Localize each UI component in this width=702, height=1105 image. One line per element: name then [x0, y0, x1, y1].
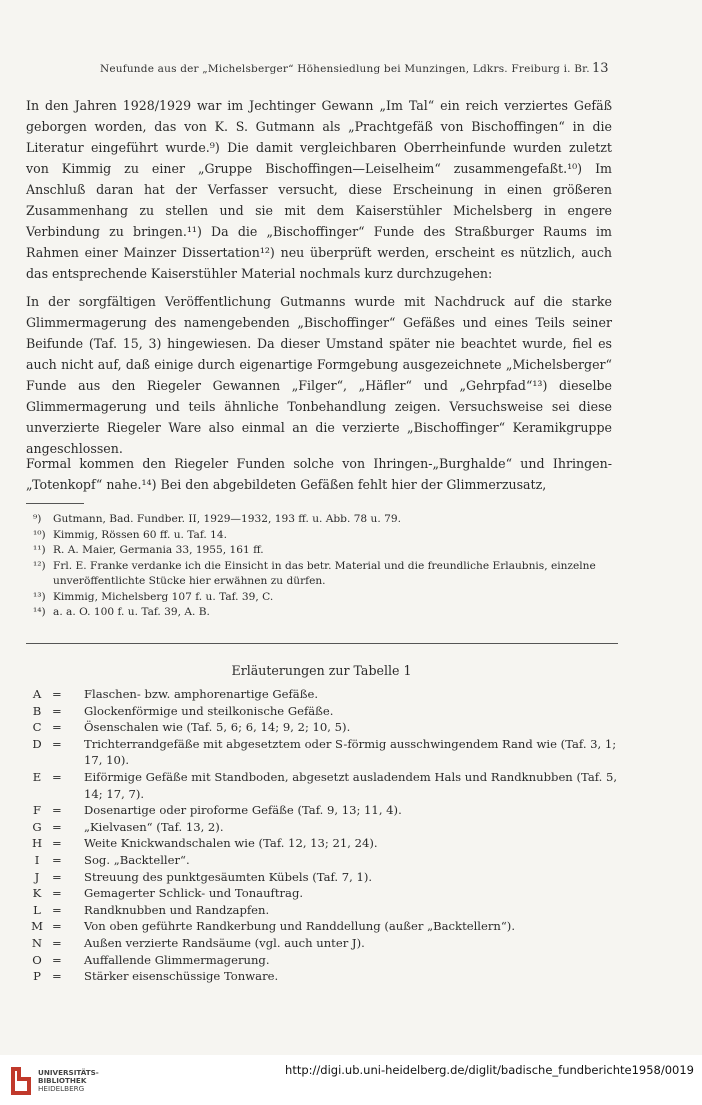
- legend-key: G: [32, 819, 42, 834]
- paragraph-text: In der sorgfältigen Veröffentlichung Gutmanns wurde mit Nachdruck auf die starke Glimmermagerung des namengebenden „Bischoffinger“ Gefäßes und eines Teils seiner Beifunde (Taf. 15, 3) hingewiesen. Da dieser Umstand später nie beachtet wurde, fiel es auch nicht auf, daß einige durch eigenartige Formgebung ausgezeichnete „Michelsberger“ Funde aus den Riegeler Gewannen „Filger“, „Häfler“ und „Gehrpfad“¹³) dieselbe Glimmermagerung und teils ähnliche Tonbehandlung zeigen. Versuchsweise sei diese unverzierte Riegeler Ware also einmal an die verzierte „Bischoffinger“ Keramikgruppe angeschlossen.: [26, 294, 612, 456]
- legend-item: [30, 703, 620, 720]
- footnote: [33, 543, 613, 559]
- equals-sign: =: [52, 935, 62, 950]
- page-number: 13: [592, 61, 609, 76]
- legend-text: Gemagerter Schlick- und Tonauftrag.: [84, 886, 304, 901]
- legend-key: B: [32, 703, 42, 718]
- footnote: [33, 590, 613, 606]
- legend-item: [30, 918, 620, 935]
- legend-item: [30, 819, 620, 836]
- legend-key: I: [34, 852, 40, 867]
- library-city: HEIDELBERG: [38, 1084, 85, 1093]
- legend-key: D: [32, 736, 42, 751]
- footnote: [33, 512, 613, 528]
- legend-item: [30, 935, 620, 952]
- legend-key: P: [33, 969, 41, 984]
- footnote-mark: ¹¹): [33, 544, 46, 556]
- equals-sign: =: [52, 736, 62, 751]
- legend-item: [30, 869, 620, 886]
- legend-list: [30, 686, 620, 985]
- legend-key: F: [32, 803, 42, 818]
- footnote-text: Kimmig, Michelsberg 107 f. u. Taf. 39, C.: [53, 590, 274, 603]
- university-logo-icon[interactable]: [7, 1063, 35, 1099]
- footnote: [33, 528, 613, 544]
- legend-text: Von oben geführte Randkerbung und Randdellung (außer „Backtellern“).: [84, 919, 516, 934]
- equals-sign: =: [52, 687, 62, 701]
- equals-sign: =: [52, 769, 62, 784]
- legend-text: Sog. „Backteller“.: [84, 852, 190, 867]
- library-line: UNIVERSITÄTS-: [38, 1068, 99, 1077]
- legend-text: Weite Knickwandschalen wie (Taf. 12, 13; 21, 24).: [84, 836, 378, 851]
- legend-key: C: [32, 720, 42, 735]
- legend-text: Stärker eisenschüssige Tonware.: [84, 969, 279, 984]
- equals-sign: =: [52, 919, 62, 934]
- legend-text: Flaschen- bzw. amphorenartige Gefäße.: [84, 687, 319, 701]
- legend-text: Glockenförmige und steilkonische Gefäße.: [84, 703, 334, 718]
- footnote-divider: [26, 503, 84, 504]
- legend-text: Dosenartige oder piroforme Gefäße (Taf. 9, 13; 11, 4).: [84, 803, 402, 818]
- legend-item: [30, 835, 620, 852]
- legend-key: A: [32, 687, 42, 701]
- legend-item: [30, 952, 620, 969]
- legend-item: [30, 802, 620, 819]
- legend-item: [30, 885, 620, 902]
- footnote-mark: ¹⁴): [33, 606, 46, 618]
- legend-key: N: [31, 935, 43, 950]
- footnote-mark: ¹²): [33, 559, 46, 572]
- footnote-text: Gutmann, Bad. Fundber. II, 1929—1932, 193 ff. u. Abb. 78 u. 79.: [53, 513, 401, 525]
- paragraph-3: [26, 453, 612, 495]
- legend-item: [30, 902, 620, 919]
- equals-sign: =: [52, 902, 62, 917]
- legend-text: Trichterrandgefäße mit abgesetztem oder S-förmig ausschwingendem Rand wie (Taf. 3, 1; 17, 10).: [84, 736, 617, 768]
- legend-key: K: [32, 886, 42, 901]
- footnote-mark: ¹³): [33, 590, 46, 603]
- legend-text: „Kielvasen“ (Taf. 13, 2).: [84, 819, 224, 834]
- equals-sign: =: [52, 819, 62, 834]
- equals-sign: =: [52, 886, 62, 901]
- equals-sign: =: [52, 720, 62, 735]
- legend-item: [30, 852, 620, 869]
- equals-sign: =: [52, 852, 62, 867]
- legend-key: H: [31, 836, 43, 851]
- footnote: [33, 559, 613, 590]
- permalink-url[interactable]: http://digi.ub.uni-heidelberg.de/diglit/badische_fundberichte1958/0019: [285, 1063, 694, 1077]
- equals-sign: =: [52, 969, 62, 984]
- paragraph-2: [26, 291, 612, 459]
- legend-text: Außen verzierte Randsäume (vgl. auch unter J).: [84, 935, 365, 950]
- legend-text: Auffallende Glimmermagerung.: [84, 952, 270, 967]
- footnote-text: a. a. O. 100 f. u. Taf. 39, A. B.: [53, 606, 210, 618]
- legend-key: O: [32, 952, 42, 967]
- paragraph-text: In den Jahren 1928/1929 war im Jechtinger Gewann „Im Tal“ ein reich verziertes Gefäß geborgen worden, das von K. S. Gutmann als „Prachtgefäß von Bischoffingen“ in die Literatur eingeführt wurde.⁹) Die damit vergleichbaren Oberrheinfunde wurden zuletzt von Kimmig zu einer „Gruppe Bischoffingen—Leiselheim“ zusammengefaßt.¹⁰) Im Anschluß daran hat der Verfasser versucht, diese Erscheinung in einen größeren Zusammenhang zu stellen und sie mit dem Kaiserstühler Michelsberg in engere Verbindung zu bringen.¹¹) Da die „Bischoffinger“ Funde des Straßburger Raums im Rahmen einer Mainzer Dissertation¹²) neu überprüft werden, erscheint es nützlich, auch das entsprechende Kaiserstühler Material nochmals kurz durchzugehen:: [26, 98, 612, 281]
- legend-item: [30, 719, 620, 736]
- library-name: [38, 1069, 99, 1093]
- footnotes: [33, 512, 613, 621]
- legend-item: [30, 686, 620, 703]
- legend-key: L: [33, 902, 41, 917]
- equals-sign: =: [52, 952, 62, 967]
- legend-title: Erläuterungen zur Tabelle 1: [231, 663, 412, 678]
- footnote-mark: ⁹): [33, 513, 42, 525]
- legend-text: Randknubben und Randzapfen.: [84, 902, 270, 917]
- footnote: [33, 605, 613, 621]
- equals-sign: =: [52, 836, 62, 851]
- legend-key: M: [31, 919, 43, 934]
- legend-text: Streuung des punktgesäumten Kübels (Taf. 7, 1).: [84, 869, 373, 884]
- footnote-text: R. A. Maier, Germania 33, 1955, 161 ff.: [53, 544, 264, 556]
- legend-text: Eiförmige Gefäße mit Standboden, abgesetzt ausladendem Hals und Randknubben (Taf. 5, 14; 17, 7).: [84, 769, 618, 801]
- legend-item: [30, 968, 620, 985]
- section-divider: [26, 643, 618, 644]
- legend-item: [30, 736, 620, 769]
- equals-sign: =: [52, 803, 62, 818]
- equals-sign: =: [52, 869, 62, 884]
- footnote-mark: ¹⁰): [33, 528, 46, 541]
- equals-sign: =: [52, 703, 62, 718]
- paragraph-text: Formal kommen den Riegeler Funden solche von Ihringen-„Burghalde“ und Ihringen-„Totenkopf“ nahe.¹⁴) Bei den abgebildeten Gefäßen fehlt hier der Glimmerzusatz,: [26, 456, 612, 492]
- legend-key: J: [34, 869, 40, 884]
- footnote-text: Kimmig, Rössen 60 ff. u. Taf. 14.: [53, 528, 227, 541]
- legend-text: Ösenschalen wie (Taf. 5, 6; 6, 14; 9, 2; 10, 5).: [84, 720, 351, 735]
- paragraph-1: [26, 95, 612, 284]
- running-title: Neufunde aus der „Michelsberger“ Höhensiedlung bei Munzingen, Ldkrs. Freiburg i. Br.: [100, 63, 590, 75]
- legend-item: [30, 769, 620, 802]
- library-line: BIBLIOTHEK: [38, 1076, 87, 1085]
- legend-key: E: [32, 769, 42, 784]
- footnote-text: Frl. E. Franke verdanke ich die Einsicht in das betr. Material und die freundliche Erlaubnis, einzelne unveröffentlichte Stücke hier erwähnen zu dürfen.: [53, 559, 596, 587]
